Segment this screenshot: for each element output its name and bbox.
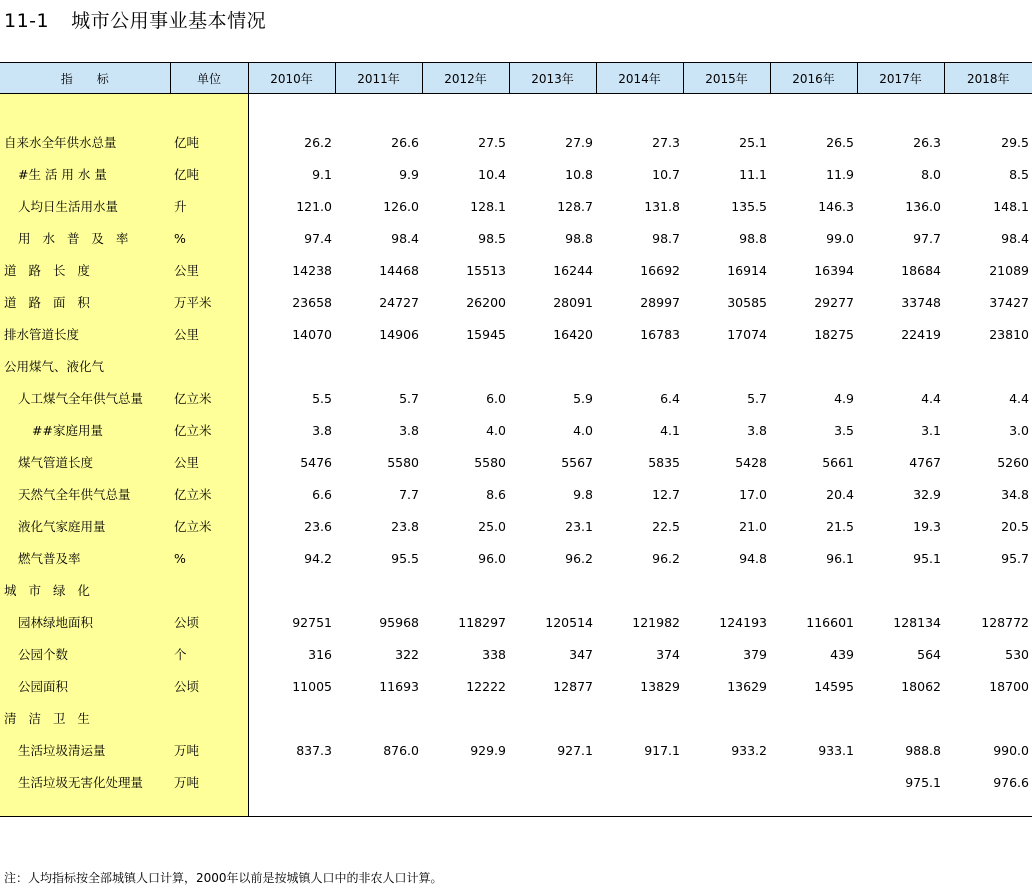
row-label: 煤气管道长度 <box>18 455 94 470</box>
value-cell: 8.6 <box>486 486 506 502</box>
value-cell: 121982 <box>632 614 680 630</box>
value-cell: 28997 <box>640 294 680 310</box>
value-cell: 22.5 <box>652 518 680 534</box>
value-cell: 95.5 <box>391 550 419 566</box>
table-title: 城市公用事业基本情况 <box>71 10 267 32</box>
table-row <box>0 542 1032 574</box>
value-cell: 116601 <box>806 614 854 630</box>
row-label: 清 洁 卫 生 <box>4 711 94 726</box>
value-cell: 21.0 <box>739 518 767 534</box>
value-cell: 27.5 <box>478 134 506 150</box>
value-cell: 4.0 <box>573 422 593 438</box>
value-cell: 338 <box>482 646 506 662</box>
value-cell: 28091 <box>553 294 593 310</box>
table-row <box>0 702 1032 734</box>
row-label-cell <box>0 574 170 606</box>
row-label: 液化气家庭用量 <box>18 519 106 534</box>
row-label-cell <box>0 446 170 478</box>
value-cell: 4.4 <box>1009 390 1029 406</box>
value-cell: 4.4 <box>921 390 941 406</box>
value-cell: 26.3 <box>913 134 941 150</box>
value-cell <box>770 766 857 798</box>
value-cell: 975.1 <box>905 774 941 790</box>
value-cell: 876.0 <box>383 742 419 758</box>
value-cell: 929.9 <box>470 742 506 758</box>
row-label-cell <box>0 222 170 254</box>
value-cell: 98.4 <box>391 230 419 246</box>
value-cell: 94.8 <box>739 550 767 566</box>
value-cell <box>509 350 596 382</box>
row-unit: 万吨 <box>170 766 248 798</box>
row-label: #生 活 用 水 量 <box>18 167 107 182</box>
value-cell: 128134 <box>893 614 941 630</box>
row-label-cell <box>0 542 170 574</box>
value-cell: 927.1 <box>557 742 593 758</box>
table-row <box>0 126 1032 158</box>
row-unit: 亿立米 <box>170 510 248 542</box>
value-cell: 4767 <box>909 454 941 470</box>
row-unit <box>170 702 248 734</box>
row-label: 道 路 长 度 <box>4 263 94 278</box>
row-label-cell <box>0 318 170 350</box>
value-cell <box>422 702 509 734</box>
row-label-cell <box>0 670 170 702</box>
value-cell: 439 <box>830 646 854 662</box>
value-cell: 25.0 <box>478 518 506 534</box>
value-cell <box>944 702 1032 734</box>
value-cell <box>248 574 335 606</box>
row-label: 城 市 绿 化 <box>4 583 94 598</box>
value-cell: 976.6 <box>993 774 1029 790</box>
value-cell: 14070 <box>292 326 332 342</box>
value-cell <box>683 766 770 798</box>
value-cell: 16244 <box>553 262 593 278</box>
value-cell: 26.2 <box>304 134 332 150</box>
row-unit: 升 <box>170 190 248 222</box>
value-cell: 3.8 <box>747 422 767 438</box>
value-cell: 12222 <box>466 678 506 694</box>
value-cell <box>248 702 335 734</box>
row-unit: 公顷 <box>170 670 248 702</box>
value-cell: 92751 <box>292 614 332 630</box>
row-label: 园林绿地面积 <box>18 615 94 630</box>
value-cell: 20.4 <box>826 486 854 502</box>
value-cell: 12.7 <box>652 486 680 502</box>
value-cell: 124193 <box>719 614 767 630</box>
row-unit: 亿立米 <box>170 382 248 414</box>
value-cell: 9.1 <box>312 166 332 182</box>
value-cell: 148.1 <box>993 198 1029 214</box>
value-cell: 837.3 <box>296 742 332 758</box>
value-cell: 118297 <box>458 614 506 630</box>
value-cell: 988.8 <box>905 742 941 758</box>
value-cell: 21089 <box>989 262 1029 278</box>
header-unit: 单位 <box>170 63 248 94</box>
value-cell: 23658 <box>292 294 332 310</box>
value-cell: 5.7 <box>747 390 767 406</box>
row-unit: 个 <box>170 638 248 670</box>
value-cell <box>248 766 335 798</box>
row-unit: 公顷 <box>170 606 248 638</box>
value-cell: 126.0 <box>383 198 419 214</box>
value-cell: 128772 <box>981 614 1029 630</box>
value-cell: 10.8 <box>565 166 593 182</box>
value-cell <box>248 350 335 382</box>
value-cell <box>596 574 683 606</box>
value-cell <box>596 766 683 798</box>
value-cell <box>944 574 1032 606</box>
value-cell: 9.9 <box>399 166 419 182</box>
value-cell: 23.6 <box>304 518 332 534</box>
row-unit <box>170 350 248 382</box>
table-row <box>0 638 1032 670</box>
table-row <box>0 734 1032 766</box>
value-cell: 530 <box>1005 646 1029 662</box>
value-cell: 5476 <box>300 454 332 470</box>
row-label: 人均日生活用水量 <box>18 199 119 214</box>
value-cell: 26.6 <box>391 134 419 150</box>
value-cell: 37427 <box>989 294 1029 310</box>
value-cell: 121.0 <box>296 198 332 214</box>
header-indicator: 指 标 <box>0 63 170 94</box>
value-cell: 23.8 <box>391 518 419 534</box>
value-cell: 14468 <box>379 262 419 278</box>
value-cell <box>335 350 422 382</box>
value-cell: 17074 <box>727 326 767 342</box>
row-label-cell <box>0 190 170 222</box>
row-unit <box>170 574 248 606</box>
value-cell: 316 <box>308 646 332 662</box>
value-cell: 25.1 <box>739 134 767 150</box>
value-cell <box>509 766 596 798</box>
value-cell: 20.5 <box>1001 518 1029 534</box>
value-cell: 99.0 <box>826 230 854 246</box>
value-cell: 11005 <box>292 678 332 694</box>
value-cell <box>596 350 683 382</box>
row-label: 燃气普及率 <box>18 551 81 566</box>
value-cell <box>944 350 1032 382</box>
value-cell: 16394 <box>814 262 854 278</box>
value-cell: 4.9 <box>834 390 854 406</box>
row-label-cell <box>0 510 170 542</box>
value-cell: 10.7 <box>652 166 680 182</box>
header-year: 2016年 <box>770 63 857 94</box>
header-year: 2010年 <box>248 63 335 94</box>
value-cell <box>509 702 596 734</box>
table-row <box>0 574 1032 606</box>
value-cell: 29277 <box>814 294 854 310</box>
header-year: 2013年 <box>509 63 596 94</box>
value-cell <box>770 350 857 382</box>
row-label-cell <box>0 286 170 318</box>
value-cell: 19.3 <box>913 518 941 534</box>
value-cell: 11.1 <box>739 166 767 182</box>
value-cell: 95.7 <box>1001 550 1029 566</box>
value-cell <box>335 766 422 798</box>
value-cell <box>683 574 770 606</box>
table-row <box>0 222 1032 254</box>
value-cell: 3.0 <box>1009 422 1029 438</box>
row-label-cell <box>0 766 170 798</box>
spacer-row <box>0 94 1032 127</box>
table-row <box>0 446 1032 478</box>
value-cell: 15945 <box>466 326 506 342</box>
value-cell: 5567 <box>561 454 593 470</box>
value-cell: 322 <box>395 646 419 662</box>
header-year: 2017年 <box>857 63 944 94</box>
value-cell <box>509 574 596 606</box>
value-cell: 94.2 <box>304 550 332 566</box>
row-label: 公园个数 <box>18 647 69 662</box>
row-unit: 亿吨 <box>170 158 248 190</box>
row-label-cell <box>0 478 170 510</box>
data-table <box>0 62 1032 817</box>
row-label-cell <box>0 734 170 766</box>
row-label-cell <box>0 254 170 286</box>
value-cell <box>422 766 509 798</box>
value-cell: 4.0 <box>486 422 506 438</box>
value-cell: 27.9 <box>565 134 593 150</box>
value-cell: 13829 <box>640 678 680 694</box>
table-body <box>0 94 1032 817</box>
value-cell: 16692 <box>640 262 680 278</box>
value-cell: 7.7 <box>399 486 419 502</box>
value-cell <box>857 350 944 382</box>
value-cell: 5661 <box>822 454 854 470</box>
row-label-cell <box>0 638 170 670</box>
value-cell: 379 <box>743 646 767 662</box>
row-label-cell <box>0 606 170 638</box>
value-cell: 933.2 <box>731 742 767 758</box>
value-cell: 5580 <box>387 454 419 470</box>
row-label: 人工煤气全年供气总量 <box>18 391 144 406</box>
row-label-cell <box>0 158 170 190</box>
value-cell <box>770 574 857 606</box>
value-cell: 5.7 <box>399 390 419 406</box>
row-label: 生活垃圾无害化处理量 <box>18 775 144 790</box>
header-year: 2018年 <box>944 63 1032 94</box>
value-cell: 374 <box>656 646 680 662</box>
table-number: 11-1 <box>4 10 50 32</box>
value-cell: 33748 <box>901 294 941 310</box>
row-label: 排水管道长度 <box>4 327 80 342</box>
value-cell: 14238 <box>292 262 332 278</box>
table-row <box>0 478 1032 510</box>
table-row <box>0 190 1032 222</box>
value-cell: 16420 <box>553 326 593 342</box>
value-cell: 3.5 <box>834 422 854 438</box>
value-cell: 8.0 <box>921 166 941 182</box>
row-unit: 亿吨 <box>170 126 248 158</box>
row-unit: 亿立米 <box>170 478 248 510</box>
table-row <box>0 510 1032 542</box>
end-row <box>0 798 1032 817</box>
value-cell: 5.9 <box>573 390 593 406</box>
row-unit: 公里 <box>170 446 248 478</box>
header-year: 2012年 <box>422 63 509 94</box>
value-cell: 18700 <box>989 678 1029 694</box>
value-cell: 18062 <box>901 678 941 694</box>
value-cell: 128.7 <box>557 198 593 214</box>
value-cell: 11.9 <box>826 166 854 182</box>
row-unit: 公里 <box>170 254 248 286</box>
value-cell <box>683 350 770 382</box>
value-cell <box>596 702 683 734</box>
table-row <box>0 350 1032 382</box>
row-label: 自来水全年供水总量 <box>4 135 117 150</box>
value-cell: 17.0 <box>739 486 767 502</box>
value-cell: 917.1 <box>644 742 680 758</box>
value-cell: 120514 <box>545 614 593 630</box>
row-label-cell <box>0 382 170 414</box>
row-unit: % <box>170 222 248 254</box>
table-row <box>0 606 1032 638</box>
value-cell: 131.8 <box>644 198 680 214</box>
value-cell: 4.1 <box>660 422 680 438</box>
value-cell: 96.2 <box>565 550 593 566</box>
value-cell: 18684 <box>901 262 941 278</box>
value-cell: 3.8 <box>312 422 332 438</box>
header-year: 2015年 <box>683 63 770 94</box>
value-cell <box>683 702 770 734</box>
header-year: 2014年 <box>596 63 683 94</box>
header-year: 2011年 <box>335 63 422 94</box>
value-cell: 6.0 <box>486 390 506 406</box>
value-cell: 23810 <box>989 326 1029 342</box>
row-unit: 公里 <box>170 318 248 350</box>
table-row <box>0 286 1032 318</box>
value-cell: 3.8 <box>399 422 419 438</box>
value-cell: 5260 <box>997 454 1029 470</box>
value-cell: 5428 <box>735 454 767 470</box>
row-label-cell <box>0 414 170 446</box>
value-cell: 11693 <box>379 678 419 694</box>
value-cell: 8.5 <box>1009 166 1029 182</box>
row-unit: 亿立米 <box>170 414 248 446</box>
value-cell <box>857 702 944 734</box>
value-cell: 27.3 <box>652 134 680 150</box>
row-label-cell <box>0 126 170 158</box>
row-unit: 万吨 <box>170 734 248 766</box>
table-row <box>0 318 1032 350</box>
value-cell: 6.6 <box>312 486 332 502</box>
value-cell: 564 <box>917 646 941 662</box>
value-cell: 98.7 <box>652 230 680 246</box>
value-cell: 10.4 <box>478 166 506 182</box>
table-row <box>0 670 1032 702</box>
value-cell: 15513 <box>466 262 506 278</box>
value-cell: 95.1 <box>913 550 941 566</box>
value-cell: 96.1 <box>826 550 854 566</box>
value-cell: 98.4 <box>1001 230 1029 246</box>
value-cell: 136.0 <box>905 198 941 214</box>
row-label: 天然气全年供气总量 <box>18 487 131 502</box>
value-cell: 32.9 <box>913 486 941 502</box>
value-cell <box>422 350 509 382</box>
table-row <box>0 254 1032 286</box>
value-cell: 21.5 <box>826 518 854 534</box>
value-cell: 26200 <box>466 294 506 310</box>
value-cell: 6.4 <box>660 390 680 406</box>
page-title <box>4 6 266 33</box>
value-cell <box>857 574 944 606</box>
value-cell: 22419 <box>901 326 941 342</box>
value-cell: 98.5 <box>478 230 506 246</box>
row-label-cell <box>0 350 170 382</box>
table-row <box>0 382 1032 414</box>
value-cell <box>422 574 509 606</box>
value-cell: 146.3 <box>818 198 854 214</box>
value-cell: 3.1 <box>921 422 941 438</box>
value-cell: 98.8 <box>739 230 767 246</box>
value-cell: 13629 <box>727 678 767 694</box>
table-row <box>0 414 1032 446</box>
value-cell: 135.5 <box>731 198 767 214</box>
table-row <box>0 158 1032 190</box>
value-cell <box>770 702 857 734</box>
value-cell <box>335 574 422 606</box>
value-cell: 34.8 <box>1001 486 1029 502</box>
value-cell: 18275 <box>814 326 854 342</box>
value-cell: 5.5 <box>312 390 332 406</box>
table-row <box>0 766 1032 798</box>
value-cell: 933.1 <box>818 742 854 758</box>
row-label: 公园面积 <box>18 679 69 694</box>
value-cell: 347 <box>569 646 593 662</box>
value-cell <box>335 702 422 734</box>
value-cell: 24727 <box>379 294 419 310</box>
row-label: 用 水 普 及 率 <box>18 231 133 246</box>
value-cell: 5580 <box>474 454 506 470</box>
header-row <box>0 63 1032 94</box>
value-cell: 990.0 <box>993 742 1029 758</box>
value-cell: 95968 <box>379 614 419 630</box>
row-label: ##家庭用量 <box>32 423 103 438</box>
value-cell: 14906 <box>379 326 419 342</box>
row-label: 公用煤气、液化气 <box>4 359 105 374</box>
row-unit: 万平米 <box>170 286 248 318</box>
value-cell: 97.7 <box>913 230 941 246</box>
value-cell: 128.1 <box>470 198 506 214</box>
value-cell: 96.2 <box>652 550 680 566</box>
value-cell: 96.0 <box>478 550 506 566</box>
value-cell: 9.8 <box>573 486 593 502</box>
value-cell: 98.8 <box>565 230 593 246</box>
value-cell: 30585 <box>727 294 767 310</box>
value-cell: 26.5 <box>826 134 854 150</box>
footnote: 注：人均指标按全部城镇人口计算，2000年以前是按城镇人口中的非农人口计算。 <box>4 871 443 885</box>
value-cell: 5835 <box>648 454 680 470</box>
value-cell: 12877 <box>553 678 593 694</box>
value-cell: 23.1 <box>565 518 593 534</box>
value-cell: 16783 <box>640 326 680 342</box>
value-cell: 14595 <box>814 678 854 694</box>
value-cell: 16914 <box>727 262 767 278</box>
row-unit: % <box>170 542 248 574</box>
row-label-cell <box>0 702 170 734</box>
value-cell: 29.5 <box>1001 134 1029 150</box>
value-cell: 97.4 <box>304 230 332 246</box>
row-label: 生活垃圾清运量 <box>18 743 106 758</box>
row-label: 道 路 面 积 <box>4 295 94 310</box>
